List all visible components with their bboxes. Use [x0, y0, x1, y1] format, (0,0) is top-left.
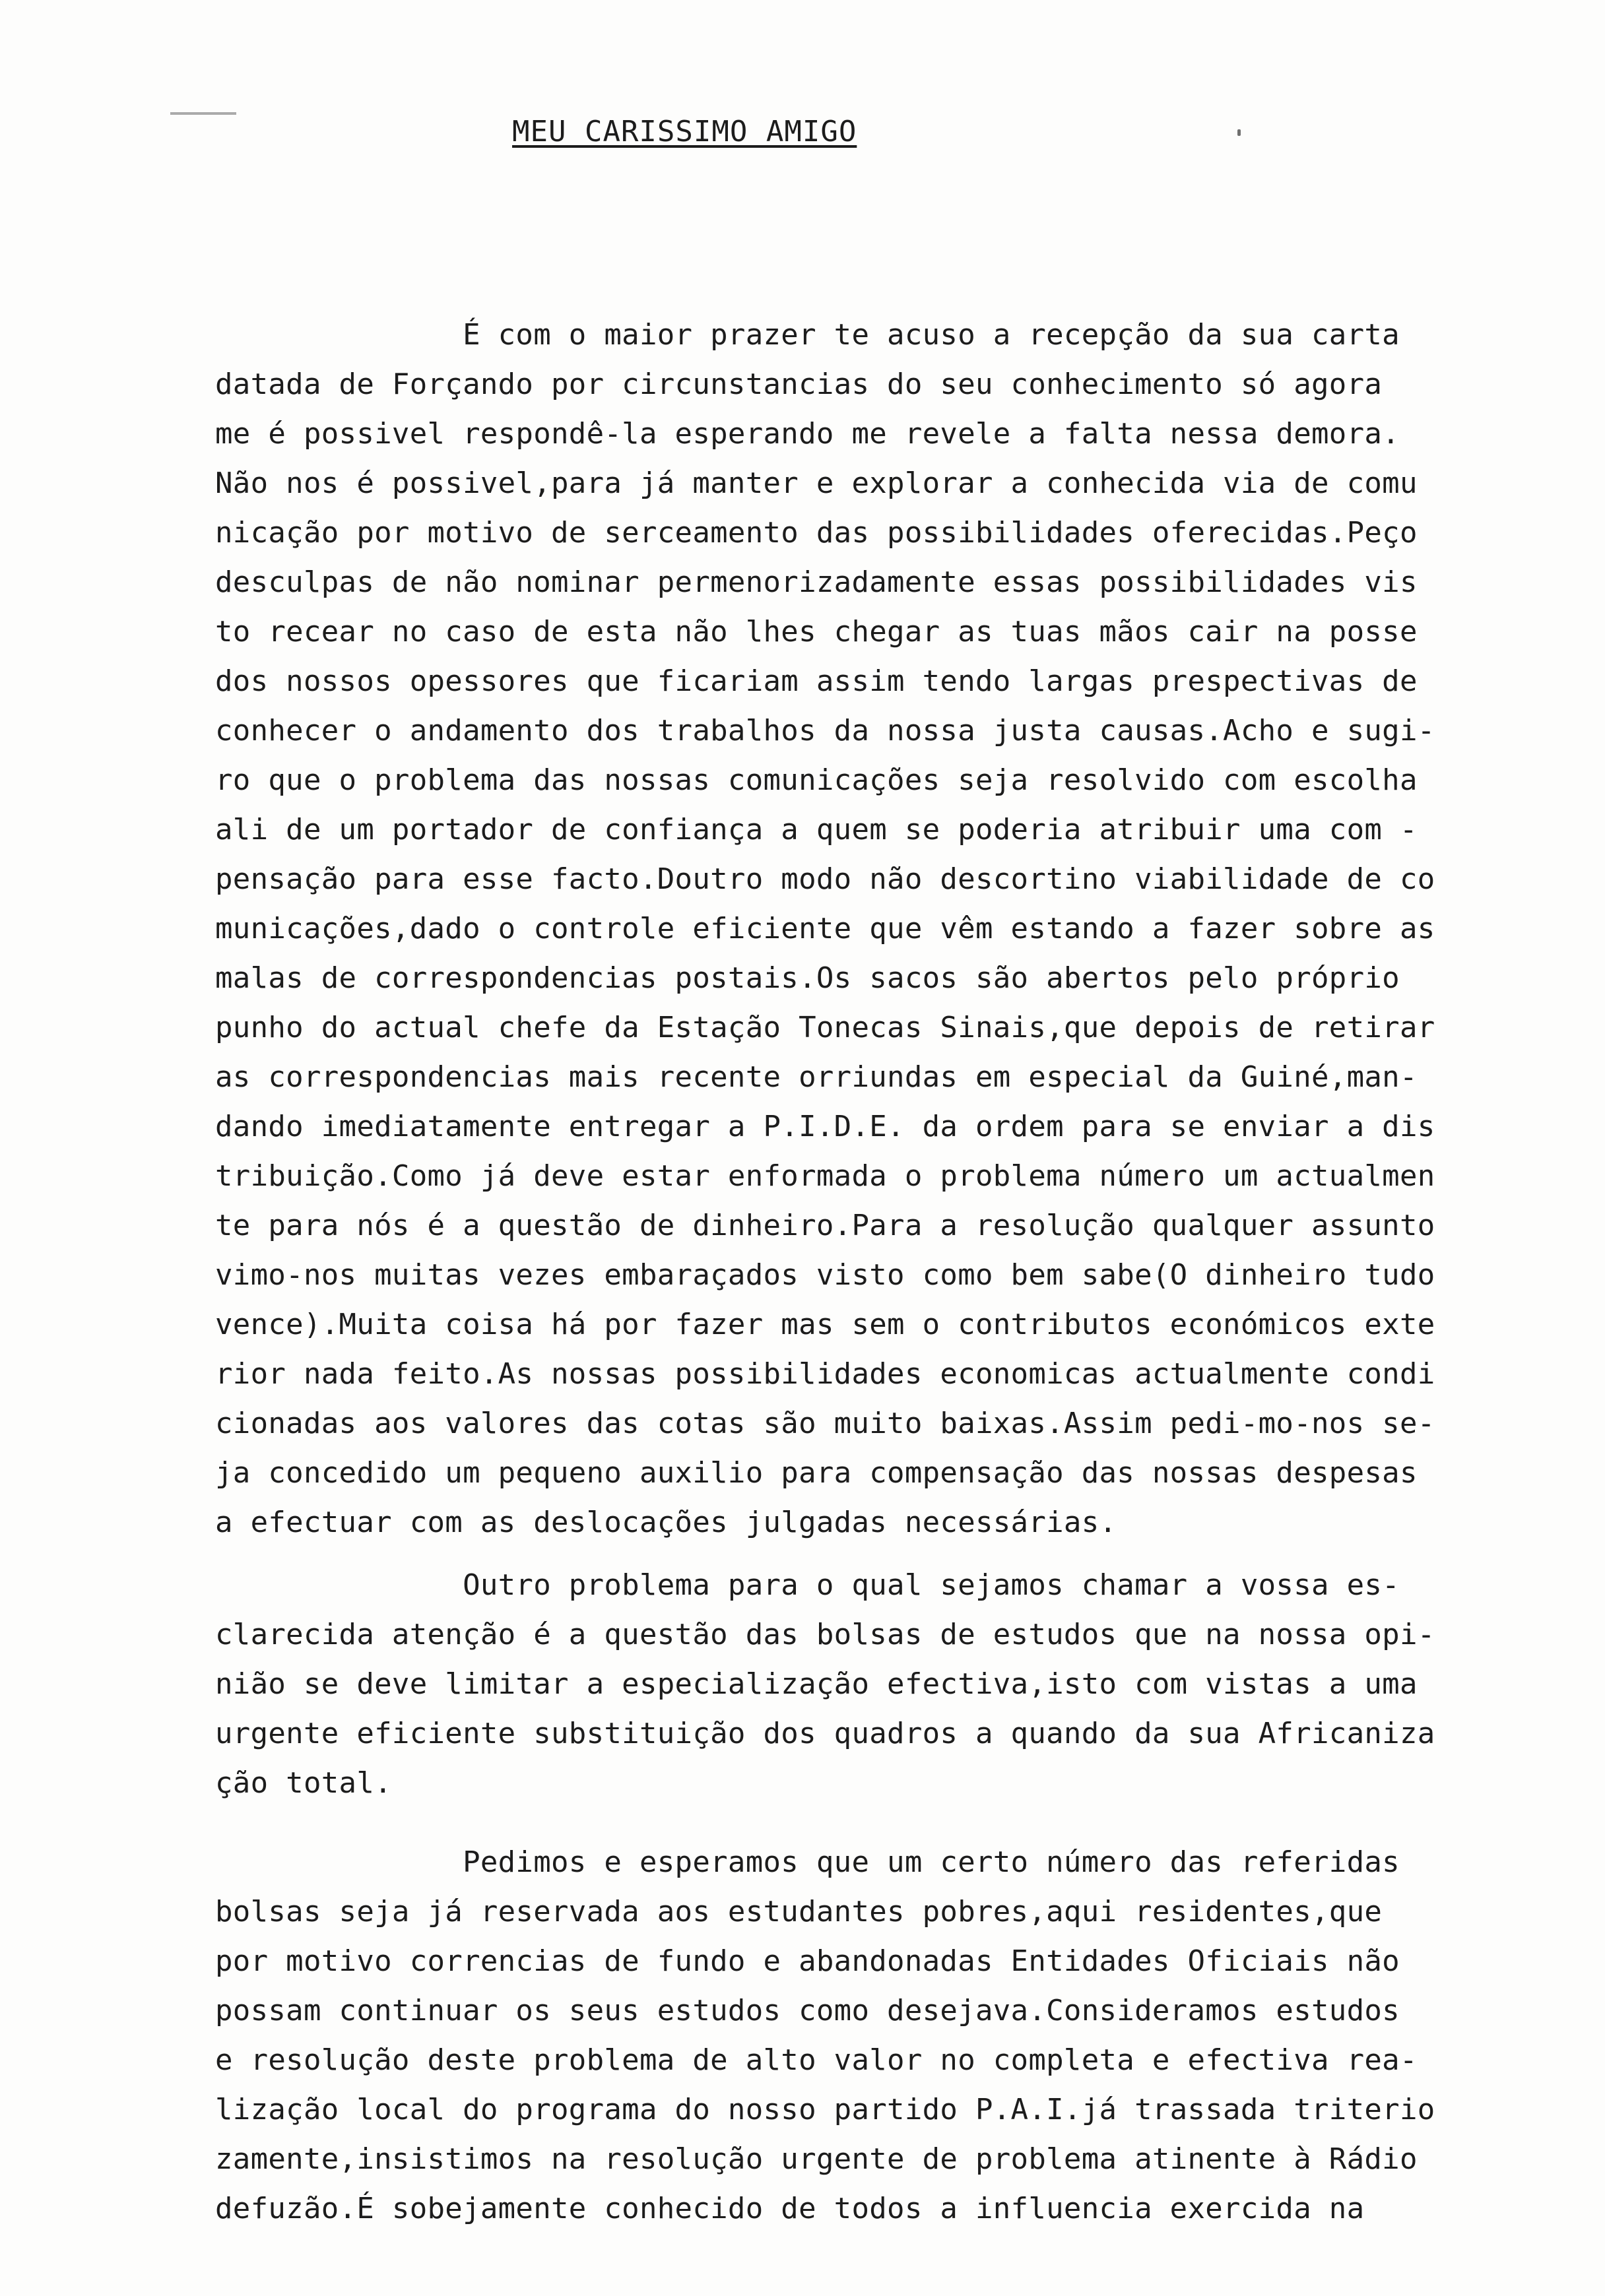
text-line: lização local do programa do nosso partido P.A.I.já trassada triterio [215, 2093, 1435, 2126]
text-line: Outro problema para o qual sejamos chamar a vossa es- [215, 1568, 1400, 1602]
text-line: vimo-nos muitas vezes embaraçados visto como bem sabe(O dinheiro tudo [215, 1258, 1435, 1292]
text-line: cionadas aos valores das cotas são muito baixas.Assim pedi-mo-nos se- [215, 1407, 1435, 1440]
paragraph-1 [215, 310, 1568, 1547]
text-line: ção total. [215, 1766, 392, 1800]
text-line: ja concedido um pequeno auxilio para compensação das nossas despesas [215, 1456, 1418, 1490]
text-line: conhecer o andamento dos trabalhos da nossa justa causas.Acho e sugi- [215, 714, 1435, 748]
paragraph-spacer [215, 1547, 1568, 1560]
text-line: nicação por motivo de serceamento das possibilidades oferecidas.Peço [215, 516, 1418, 550]
text-line: municações,dado o controle eficiente que vêm estando a fazer sobre as [215, 912, 1435, 945]
text-line: urgente eficiente substituição dos quadros a quando da sua Africaniza [215, 1717, 1435, 1750]
text-line: ro que o problema das nossas comunicações seja resolvido com escolha [215, 763, 1418, 797]
text-line: zamente,insistimos na resolução urgente de problema atinente à Rádio [215, 2142, 1418, 2176]
text-line: malas de correspondencias postais.Os sacos são abertos pelo próprio [215, 961, 1400, 995]
text-line: e resolução deste problema de alto valor no completa e efectiva rea- [215, 2043, 1418, 2077]
text-line: dos nossos opessores que ficariam assim tendo largas prespectivas de [215, 664, 1418, 698]
text-line: defuzão.É sobejamente conhecido de todos a influencia exercida na [215, 2192, 1365, 2225]
text-line: datada de Forçando por circunstancias do seu conhecimento só agora [215, 367, 1383, 401]
paragraph-3 [215, 1837, 1568, 2233]
letter-body [215, 310, 1568, 2233]
text-line: por motivo correncias de fundo e abandonadas Entidades Oficiais não [215, 1944, 1400, 1978]
letter-salutation-title: MEU CARISSIMO AMIGO [512, 115, 857, 148]
text-line: dando imediatamente entregar a P.I.D.E. da ordem para se enviar a dis [215, 1110, 1435, 1143]
text-line: ali de um portador de confiança a quem se poderia atribuir uma com - [215, 813, 1418, 846]
text-line: Não nos é possivel,para já manter e explorar a conhecida via de comu [215, 466, 1418, 500]
text-line: rior nada feito.As nossas possibilidades economicas actualmente condi [215, 1357, 1435, 1391]
text-line: to recear no caso de esta não lhes chegar as tuas mãos cair na posse [215, 615, 1418, 649]
paragraph-spacer [215, 1808, 1568, 1837]
text-line: punho do actual chefe da Estação Tonecas Sinais,que depois de retirar [215, 1011, 1435, 1044]
text-line: tribuição.Como já deve estar enformada o problema número um actualmen [215, 1159, 1435, 1193]
text-line: te para nós é a questão de dinheiro.Para a resolução qualquer assunto [215, 1209, 1435, 1242]
text-line: a efectuar com as deslocações julgadas necessárias. [215, 1506, 1117, 1539]
text-line: É com o maior prazer te acuso a recepção da sua carta [215, 318, 1400, 352]
text-line: vence).Muita coisa há por fazer mas sem o contributos económicos exte [215, 1308, 1435, 1341]
margin-ink-mark [170, 112, 236, 115]
text-line: possam continuar os seus estudos como desejava.Consideramos estudos [215, 1994, 1400, 2027]
text-line: Pedimos e esperamos que um certo número das referidas [215, 1845, 1400, 1879]
text-line: desculpas de não nominar permenorizadamente essas possibilidades vis [215, 565, 1418, 599]
text-line: as correspondencias mais recente orriundas em especial da Guiné,man- [215, 1060, 1418, 1094]
paragraph-2 [215, 1560, 1568, 1808]
text-line: nião se deve limitar a especialização efectiva,isto com vistas a uma [215, 1667, 1418, 1701]
text-line: me é possivel respondê-la esperando me revele a falta nessa demora. [215, 417, 1400, 451]
text-line: bolsas seja já reservada aos estudantes pobres,aqui residentes,que [215, 1895, 1383, 1929]
text-line: clarecida atenção é a questão das bolsas de estudos que na nossa opi- [215, 1618, 1435, 1651]
stray-ink-dot [1237, 129, 1241, 136]
text-line: pensação para esse facto.Doutro modo não descortino viabilidade de co [215, 862, 1435, 896]
